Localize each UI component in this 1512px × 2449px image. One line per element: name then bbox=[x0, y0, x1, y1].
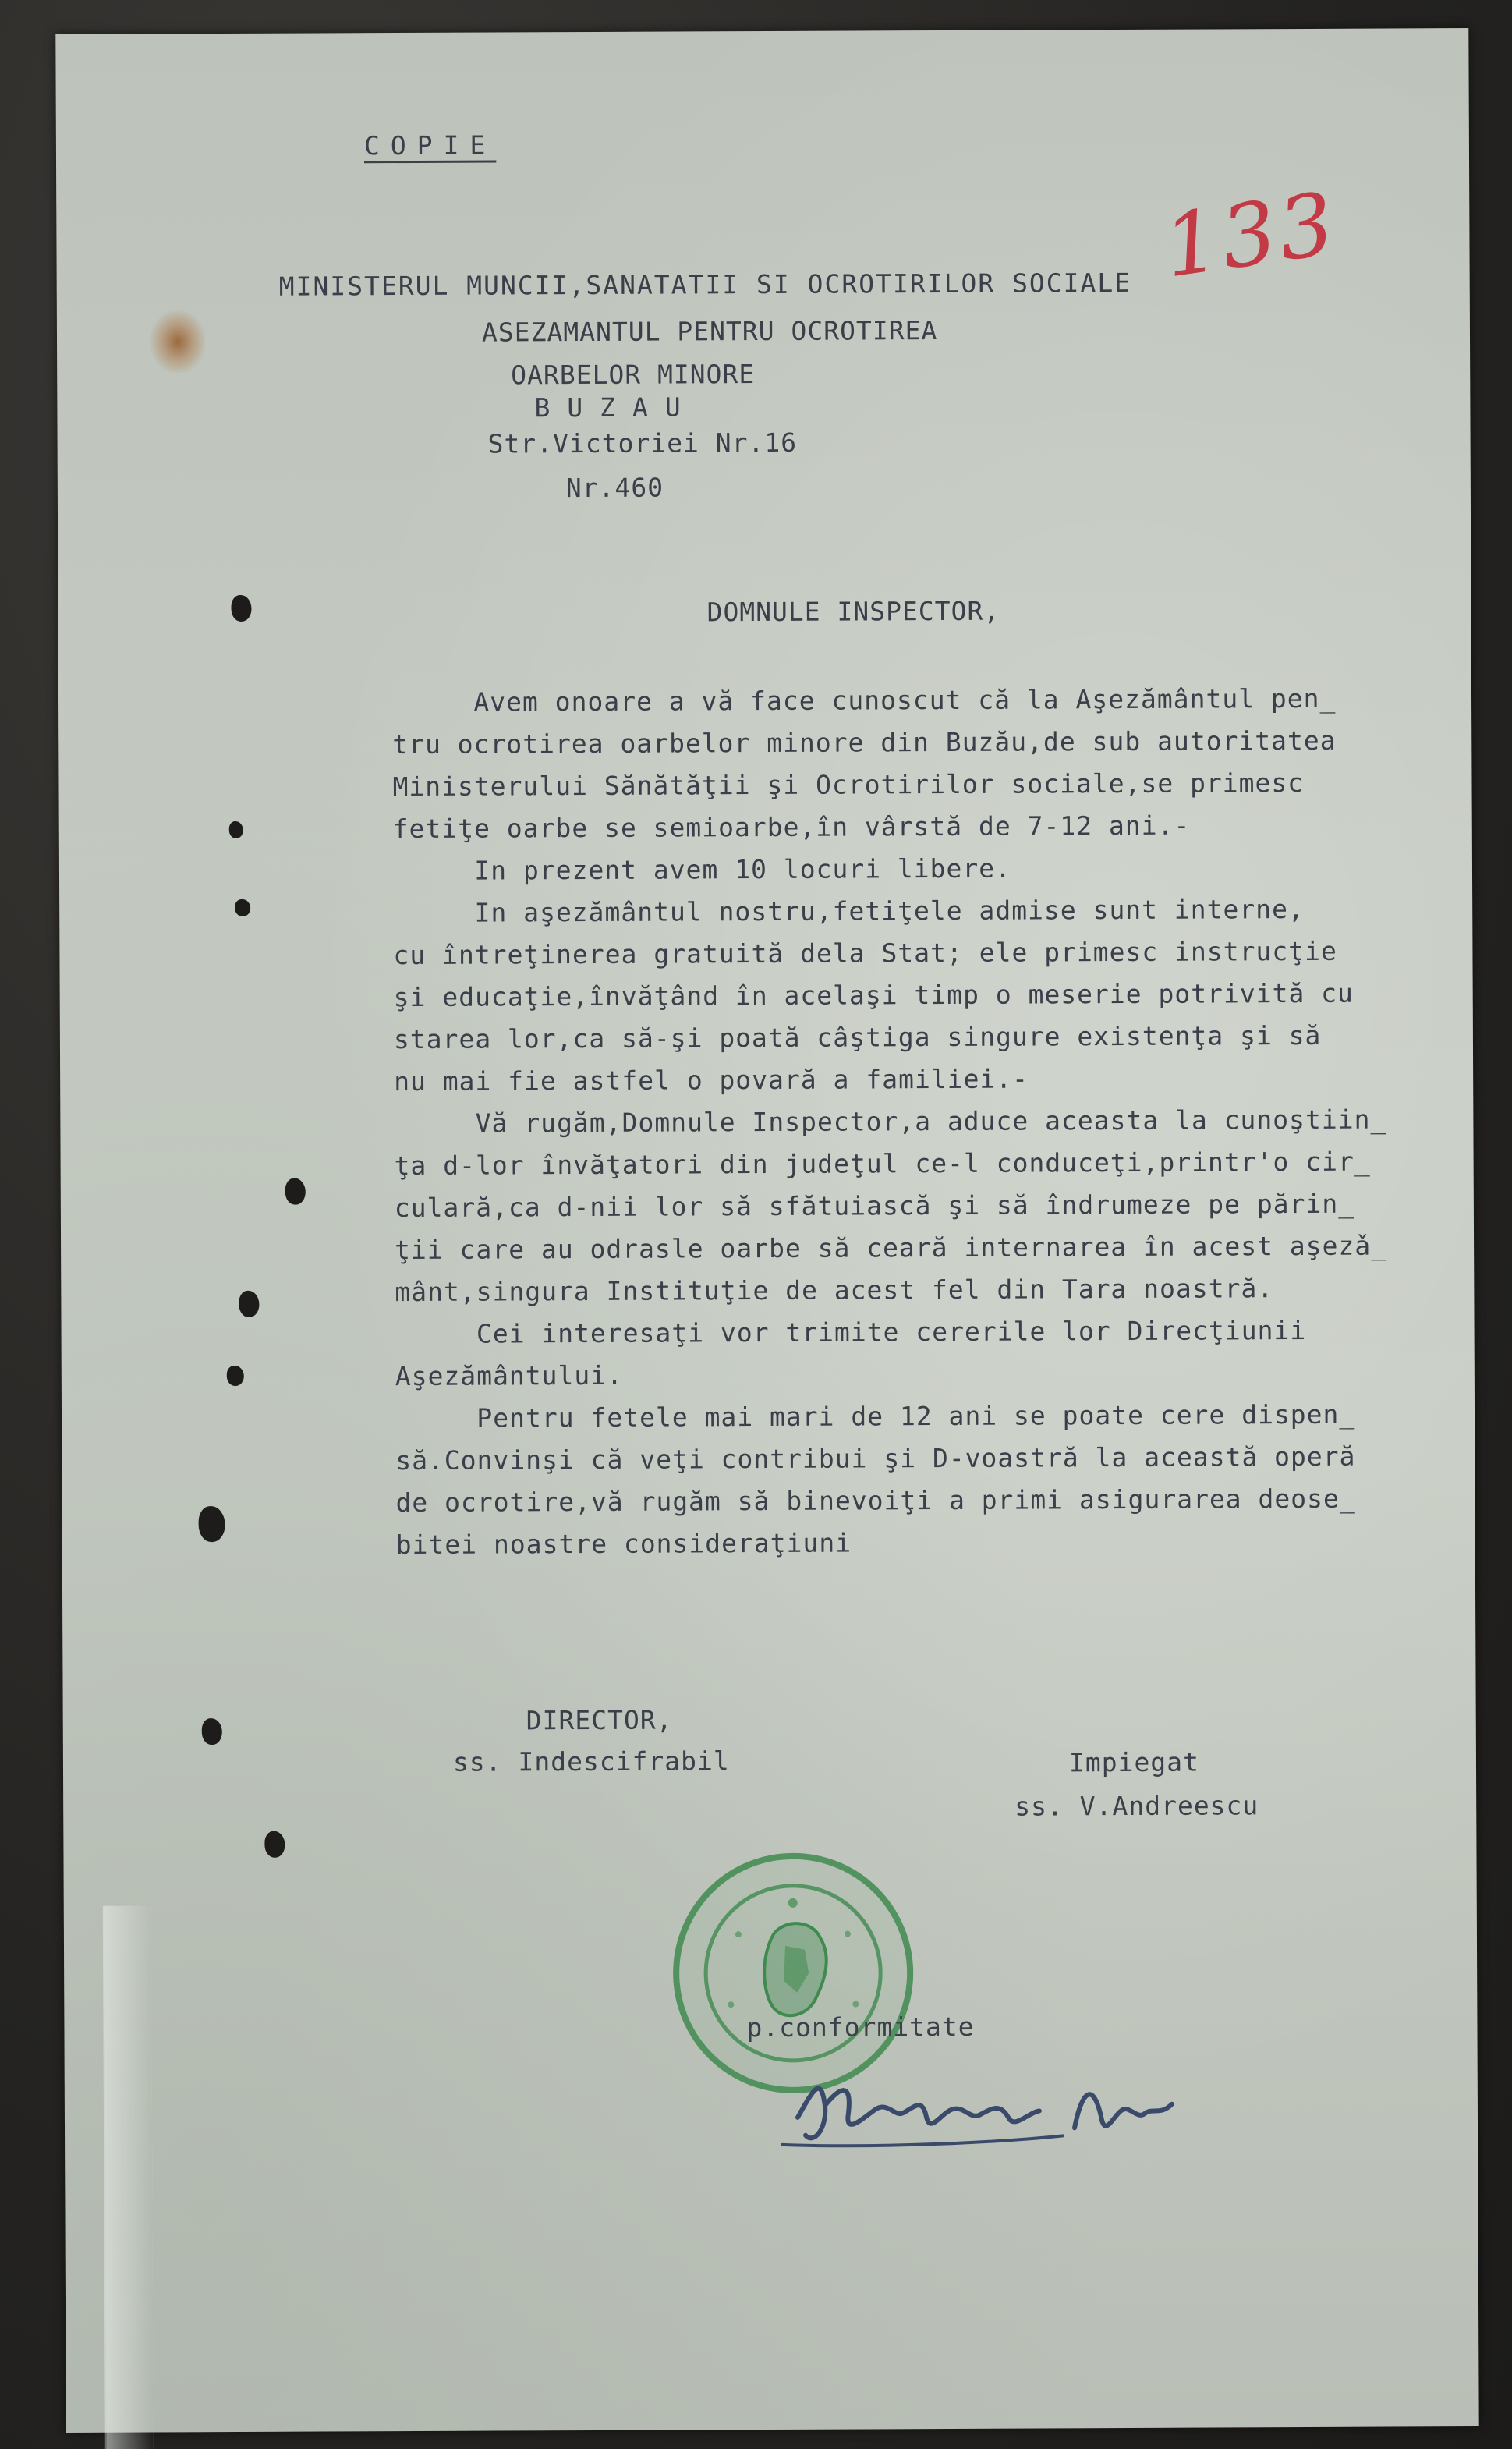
conformity-note: p.conformitate bbox=[746, 2011, 975, 2043]
body-line: tru ocrotirea oarbelor minore din Buzău,de sub autoritatea bbox=[392, 725, 1337, 760]
punch-hole bbox=[235, 899, 250, 916]
body-line: ţii care au odrasle oarbe să ceară internarea în acest aşezǎ_ bbox=[395, 1230, 1388, 1266]
punch-hole bbox=[202, 1718, 222, 1745]
body-line: In prezent avem 10 locuri libere. bbox=[392, 852, 1012, 887]
body-line: fetiţe oarbe se semioarbe,în vârstă de 7-12 ani.- bbox=[392, 810, 1191, 845]
body-line: Vă rugăm,Domnule Inspector,a aduce aceasta la cunoştiin_ bbox=[394, 1104, 1387, 1139]
document-page bbox=[55, 28, 1478, 2433]
body-line: ţa d-lor învăţatori din judeţul ce-l conduceţi,printr'o cir_ bbox=[394, 1146, 1371, 1182]
punch-hole bbox=[239, 1291, 259, 1317]
salutation: DOMNULE INSPECTOR, bbox=[706, 595, 1000, 628]
punch-hole bbox=[231, 595, 251, 622]
body-line: Pentru fetele mai mari de 12 ani se poate cere dispen_ bbox=[395, 1398, 1356, 1434]
body-line: Avem onoare a vă face cunoscut că la Aşezământul pen_ bbox=[391, 682, 1337, 718]
body-line: In aşezământul nostru,fetiţele admise sunt interne, bbox=[393, 893, 1305, 929]
header-street: Str.Victoriei Nr.16 bbox=[487, 427, 798, 459]
body-line: şi educaţie,învăţând în acelaşi timp o meserie potrivită cu bbox=[393, 977, 1354, 1013]
director-signature-note: ss. Indescifrabil bbox=[452, 1745, 730, 1777]
page-number-handwritten: 133 bbox=[1157, 173, 1344, 297]
punch-hole bbox=[227, 1366, 244, 1386]
torn-paper-edge bbox=[103, 1905, 154, 2449]
body-line: să.Convinşi că veţi contribui şi D-voastră la această operă bbox=[395, 1441, 1356, 1476]
body-line: Ministerului Sănătăţii şi Ocrotirilor sociale,se primesc bbox=[392, 767, 1305, 803]
body-line: culară,ca d-nii lor să sfătuiască şi să îndrumeze pe părin_ bbox=[394, 1188, 1355, 1224]
body-line: starea lor,ca să-şi poată câştiga singure existenţa şi să bbox=[393, 1019, 1322, 1055]
body-line: de ocrotire,vă rugăm să binevoiţi a primi asigurarea deose_ bbox=[395, 1483, 1356, 1519]
clerk-title: Impiegat bbox=[1068, 1746, 1200, 1778]
body-line: nu mai fie astfel o povară a familiei.- bbox=[394, 1063, 1029, 1097]
header-institution-line-2: OARBELOR MINORE bbox=[511, 359, 756, 391]
clerk-signature-note: ss. V.Andreescu bbox=[1014, 1790, 1259, 1822]
body-line: Aşezământului. bbox=[395, 1359, 624, 1392]
body-line: cu întreţinerea gratuită dela Stat; ele primesc instrucţie bbox=[393, 935, 1337, 971]
letter-body bbox=[392, 677, 1503, 1566]
punch-hole bbox=[199, 1506, 225, 1542]
handwritten-signature bbox=[767, 2042, 1204, 2168]
director-title: DIRECTOR, bbox=[526, 1704, 673, 1736]
punch-hole bbox=[229, 821, 243, 838]
rust-stain bbox=[150, 310, 205, 373]
header-registry-number: Nr.460 bbox=[565, 472, 664, 504]
body-line: bitei noastre consideraţiuni bbox=[395, 1527, 852, 1561]
body-line: Cei interesaţi vor trimite cererile lor Direcţiunii bbox=[395, 1314, 1307, 1350]
copy-label: COPIE bbox=[363, 129, 497, 161]
punch-hole bbox=[285, 1178, 306, 1205]
header-ministry: MINISTERUL MUNCII,SANATATII SI OCROTIRILOR SOCIALE bbox=[278, 267, 1132, 302]
header-city: BUZAU bbox=[534, 392, 698, 424]
body-line: mânt,singura Instituţie de acest fel din Tara noastră. bbox=[395, 1273, 1274, 1308]
punch-hole bbox=[264, 1831, 285, 1858]
header-institution-line-1: ASEZAMANTUL PENTRU OCROTIREA bbox=[481, 315, 938, 348]
